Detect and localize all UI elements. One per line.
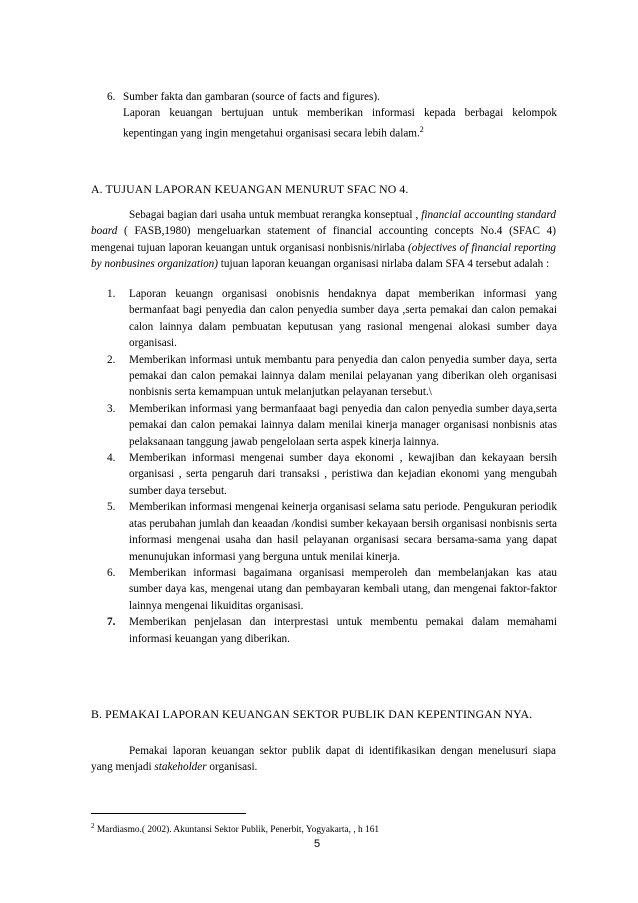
- footnote-divider: [91, 813, 246, 814]
- intro-item-title: Sumber fakta dan gambaran (source of facts and figures).: [123, 91, 380, 103]
- page-number: 5: [314, 838, 321, 850]
- footnote-mark: 2: [91, 821, 95, 830]
- list-item: 6. Memberikan informasi bagaimana organisasi memperoleh dan membelanjakan kas atau sumber daya kas, mengenai utang dan pembayaran kembali utang, dan mengenai faktor-faktor lainnya mengenai likuiditas organisasi.: [107, 566, 557, 612]
- intro-list-item: [107, 89, 557, 142]
- intro-item-body: Laporan keuangan bertujuan untuk memberikan informasi kepada berbagai kelompok kepentingan yang ingin mengetahui organisasi secara lebih dalam.$^2$: [123, 107, 557, 140]
- objectives-list: [107, 286, 557, 647]
- section-b-heading: B. PEMAKAI LAPORAN KEUANGAN SEKTOR PUBLIK DAN KEPENTINGAN NYA.: [91, 707, 533, 721]
- list-item: 2. Memberikan informasi untuk membantu para penyedia dan calon penyedia sumber daya, serta pemakai dan calon pemakai lainnya dalam menilai pelayanan yang diberikan oleh organisasi nonbisnis serta kemampuan untuk melanjutkan pelayanan tersebut.\: [107, 353, 557, 399]
- list-item: 7. Memberikan penjelasan dan interprestasi untuk membentu pemakai dalam memahami informasi keuangan yang diberikan.: [107, 616, 557, 645]
- footnote-reference: 2: [419, 124, 424, 134]
- section-a-heading: A. TUJUAN LAPORAN KEUANGAN MENURUT SFAC NO 4.: [91, 182, 409, 196]
- footnote: [91, 821, 380, 836]
- list-item: 5. Memberikan informasi mengenai keinerja organisasi selama satu periode. Pengukuran periodik atas perubahan jumlah dan keaadan /kondisi sumber kekayaan bersih organisasi nonbisnis serta informasi mengenai usaha dan hasil pelayanan organisasi secara bersama-sama yang dapat menunujukan informasi yang berguna untuk menilai kinerja.: [107, 501, 557, 563]
- footnote-text: Mardiasmo.( 2002). Akuntansi Sektor Publik, Penerbit, Yogyakarta, , h 161: [96, 825, 380, 835]
- list-item: 1. Laporan keuangn organisasi onobisnis hendaknya dapat memberikan informasi yang bermanfaat bagi penyedia dan calon penyedia sumber daya ,serta pemakai dan calon pemakai calon lainnya dalam pembuatan keputusan yang rasional mengenai alokasi sumber daya organisasi.: [107, 288, 557, 350]
- list-item: 4. Memberikan informasi mengenai sumber daya ekonomi , kewajiban dan kekayaan bersih organisasi , serta pengaruh dari transaksi , peristiwa dan kejadian ekonomi yang mengubah sumber daya tersebut.: [107, 452, 557, 497]
- section-a-paragraph: Sebagai bagian dari usaha untuk membuat rerangka konseptual , financial accounting standard board ( FASB,1980) mengeluarkan statement of financial accounting concepts No.4 (SFAC 4) mengenai tujuan laporan keuangan untuk organisasi nonbisnis/nirlaba (objectives of financial reporting by nonbusines organization) tujuan laporan keuangan organisasi nirlaba dalam SFA 4 tersebut adalah :: [91, 209, 557, 271]
- intro-item-number: 6.: [107, 91, 116, 103]
- section-b-paragraph: Pemakai laporan keuangan sektor publik dapat di identifikasikan dengan menelusuri siapa yang menjadi stakeholder organisasi.: [91, 745, 556, 774]
- list-item: 3. Memberikan informasi yang bermanfaaat bagi penyedia dan calon penyedia sumber daya,serta pemakai dan calon pemakai lainnya dalam menilai kinerja manager organisasi nonbisnis atas pelaksanaan tanggung jawab pengelolaan serta aspek kinerja lainnya.: [107, 402, 557, 448]
